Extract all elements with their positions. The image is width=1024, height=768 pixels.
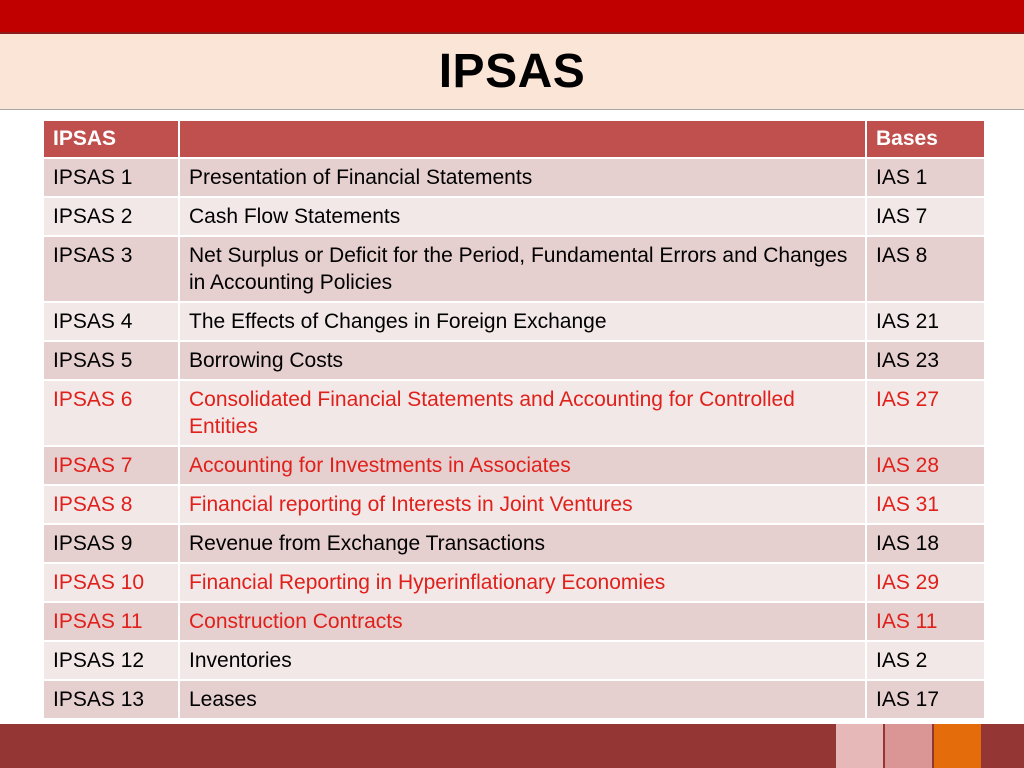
cell-base: IAS 2 bbox=[867, 642, 984, 679]
cell-standard: IPSAS 11 bbox=[44, 603, 178, 640]
table-header-row bbox=[44, 121, 984, 157]
cell-standard: IPSAS 13 bbox=[44, 681, 178, 718]
cell-title: Borrowing Costs bbox=[180, 342, 865, 379]
cell-base: IAS 27 bbox=[867, 381, 984, 445]
cell-base: IAS 31 bbox=[867, 486, 984, 523]
title-band bbox=[0, 34, 1024, 110]
cell-base: IAS 29 bbox=[867, 564, 984, 601]
slide-title: IPSAS bbox=[438, 45, 586, 98]
cell-base: IAS 28 bbox=[867, 447, 984, 484]
cell-title: Presentation of Financial Statements bbox=[180, 159, 865, 196]
top-accent-bar bbox=[0, 0, 1024, 34]
cell-base: IAS 18 bbox=[867, 525, 984, 562]
table-row bbox=[44, 237, 984, 301]
table-row bbox=[44, 681, 984, 718]
table-row bbox=[44, 447, 984, 484]
decor-square-light bbox=[836, 724, 883, 768]
header-bases: Bases bbox=[867, 121, 984, 157]
cell-base: IAS 11 bbox=[867, 603, 984, 640]
cell-title: Cash Flow Statements bbox=[180, 198, 865, 235]
cell-title: The Effects of Changes in Foreign Exchange bbox=[180, 303, 865, 340]
cell-standard: IPSAS 10 bbox=[44, 564, 178, 601]
table-row bbox=[44, 525, 984, 562]
table-row bbox=[44, 342, 984, 379]
cell-standard: IPSAS 2 bbox=[44, 198, 178, 235]
cell-standard: IPSAS 6 bbox=[44, 381, 178, 445]
cell-base: IAS 17 bbox=[867, 681, 984, 718]
cell-title: Leases bbox=[180, 681, 865, 718]
table-row bbox=[44, 159, 984, 196]
cell-title: Inventories bbox=[180, 642, 865, 679]
cell-title: Financial Reporting in Hyperinflationary Economies bbox=[180, 564, 865, 601]
cell-base: IAS 1 bbox=[867, 159, 984, 196]
cell-base: IAS 21 bbox=[867, 303, 984, 340]
table-row bbox=[44, 303, 984, 340]
cell-standard: IPSAS 5 bbox=[44, 342, 178, 379]
table-row bbox=[44, 603, 984, 640]
table-row bbox=[44, 564, 984, 601]
cell-title: Accounting for Investments in Associates bbox=[180, 447, 865, 484]
cell-standard: IPSAS 9 bbox=[44, 525, 178, 562]
header-standard: IPSAS bbox=[44, 121, 178, 157]
cell-base: IAS 23 bbox=[867, 342, 984, 379]
cell-standard: IPSAS 3 bbox=[44, 237, 178, 301]
cell-base: IAS 7 bbox=[867, 198, 984, 235]
cell-standard: IPSAS 4 bbox=[44, 303, 178, 340]
cell-title: Net Surplus or Deficit for the Period, Fundamental Errors and Changes in Accounting Policies bbox=[180, 237, 865, 301]
header-title bbox=[180, 121, 865, 157]
table-row bbox=[44, 198, 984, 235]
decor-square-mid bbox=[885, 724, 932, 768]
cell-standard: IPSAS 8 bbox=[44, 486, 178, 523]
cell-title: Construction Contracts bbox=[180, 603, 865, 640]
cell-title: Consolidated Financial Statements and Accounting for Controlled Entities bbox=[180, 381, 865, 445]
table-row bbox=[44, 381, 984, 445]
cell-standard: IPSAS 12 bbox=[44, 642, 178, 679]
cell-title: Financial reporting of Interests in Joint Ventures bbox=[180, 486, 865, 523]
decor-square-orange bbox=[934, 724, 981, 768]
cell-base: IAS 8 bbox=[867, 237, 984, 301]
cell-standard: IPSAS 7 bbox=[44, 447, 178, 484]
table-row bbox=[44, 642, 984, 679]
ipsas-table bbox=[42, 119, 986, 720]
table-row bbox=[44, 486, 984, 523]
cell-standard: IPSAS 1 bbox=[44, 159, 178, 196]
cell-title: Revenue from Exchange Transactions bbox=[180, 525, 865, 562]
